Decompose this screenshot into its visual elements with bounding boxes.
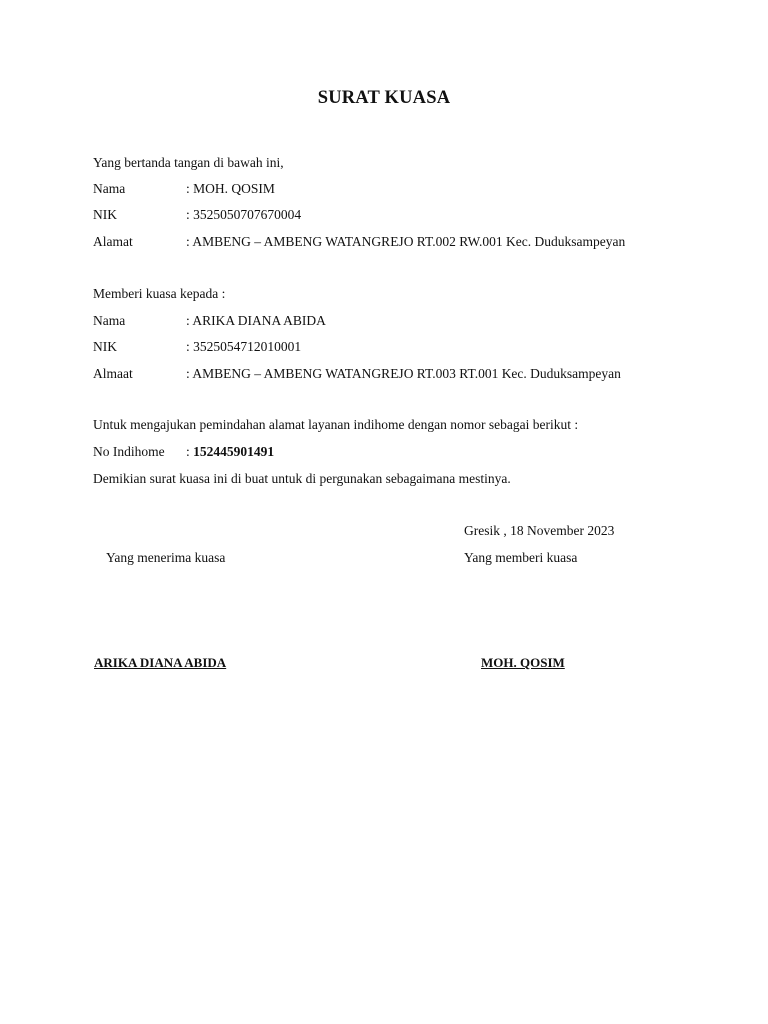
giver-signature-name: MOH. QOSIM <box>481 655 565 670</box>
receiver-label: Yang menerima kuasa <box>106 550 226 565</box>
grant-heading: Memberi kuasa kepada : <box>93 286 226 301</box>
grantee-name-label: Nama <box>93 313 126 328</box>
grantor-nik-label: NIK <box>93 207 117 222</box>
grantee-nik-label: NIK <box>93 339 117 354</box>
indihome-label: No Indihome <box>93 444 165 459</box>
grantee-name-row <box>93 312 326 330</box>
grantor-name-row <box>93 180 275 198</box>
grantor-address-label: Alamat <box>93 234 133 249</box>
indihome-colon: : <box>186 444 194 459</box>
grantor-nik-row <box>93 206 301 224</box>
grantor-name-value: : MOH. QOSIM <box>186 181 275 196</box>
indihome-number: 152445901491 <box>193 444 275 459</box>
grantee-nik-row <box>93 338 301 356</box>
grantee-name-value: : ARIKA DIANA ABIDA <box>186 313 326 328</box>
grantee-address-row <box>93 365 621 383</box>
grantee-address-label: Almaat <box>93 366 133 381</box>
place-date: Gresik , 18 November 2023 <box>464 523 615 538</box>
grantor-name-label: Nama <box>93 181 126 196</box>
grantor-address-row <box>93 233 625 251</box>
purpose-text: Untuk mengajukan pemindahan alamat layanan indihome dengan nomor sebagai berikut : <box>93 417 579 432</box>
grantor-address-value: : AMBENG – AMBENG WATANGREJO RT.002 RW.001 Kec. Duduksampeyan <box>186 234 626 249</box>
giver-label: Yang memberi kuasa <box>464 550 578 565</box>
document-title: SURAT KUASA <box>317 88 451 108</box>
intro-text: Yang bertanda tangan di bawah ini, <box>93 155 284 170</box>
closing-text: Demikian surat kuasa ini di buat untuk di pergunakan sebagaimana mestinya. <box>93 471 511 486</box>
receiver-signature-name: ARIKA DIANA ABIDA <box>94 655 227 670</box>
grantee-nik-value: : 3525054712010001 <box>186 339 302 354</box>
grantee-address-value: : AMBENG – AMBENG WATANGREJO RT.003 RT.001 Kec. Duduksampeyan <box>186 366 621 381</box>
grantor-nik-value: : 3525050707670004 <box>186 207 302 222</box>
indihome-row <box>93 443 274 461</box>
